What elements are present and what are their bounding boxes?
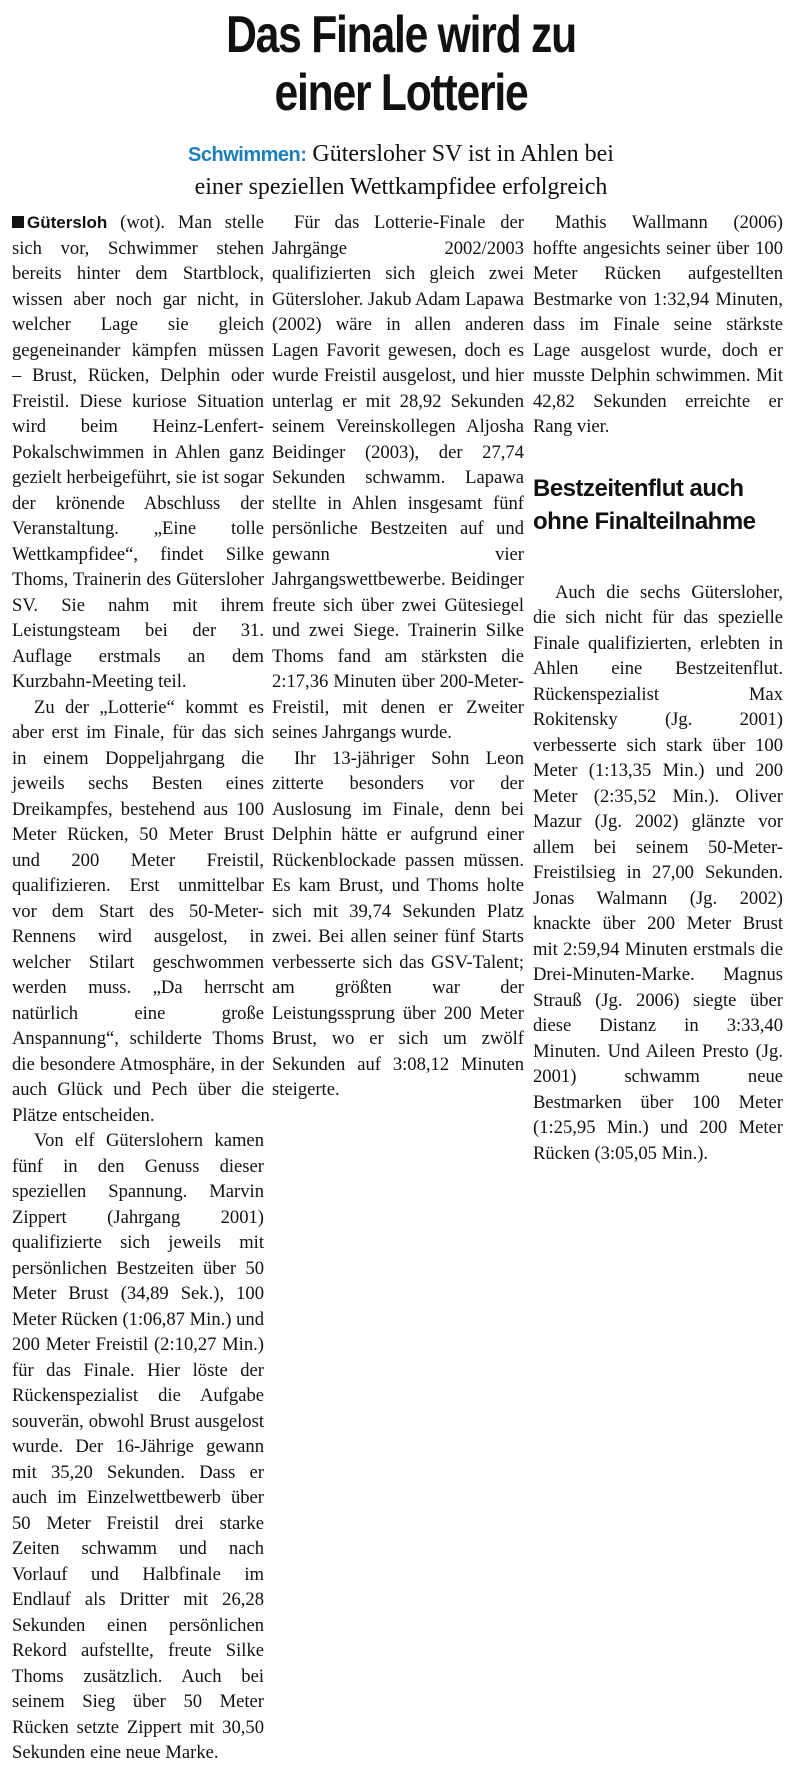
paragraph-6: Mathis Wallmann (2006) hoffte angesichts seiner über 100 Meter Rücken aufgestellten Bestmarke von 1:32,94 Minuten, dass im Finale seine stärkste Lage ausgelost wurde, doch er musste Delphin schwimmen. Mit 42,82 Sekunden erreichte er Rang vier.	[533, 212, 783, 437]
paragraph-1-text: (wot). Man stelle sich vor, Schwimmer stehen bereits hinter dem Startblock, wissen aber noch gar nicht, in welcher Lage sie gleich gegeneinander kämpfen müssen – Brust, Rücken, Delphin oder Freistil. Diese kuriose Situation wird beim Heinz-Lenfert-Pokalschwimmen in Ahlen ganz gezielt herbeigeführt, sie ist sogar der krönende Abschluss der Veranstaltung. „Eine tolle Wettkampfidee“, findet Silke Thoms, Trainerin des Gütersloher SV. Sie nahm mit ihrem Leistungsteam bei der 31. Auflage erstmals an dem Kurzbahn-Meeting teil.	[12, 212, 264, 692]
subheading-line-1: Bestzeitenflut auch	[533, 474, 744, 502]
subheading-line-2: ohne Finalteilnahme	[533, 507, 756, 535]
paragraph-7: Auch die sechs Gütersloher, die sich nicht für das spezielle Finale qualifizierten, erlebten in Ahlen eine Bestzeitenflut. Rückenspezialist Max Rokitensky (Jg. 2001) verbesserte sich stark über 100 Meter (1:13,35 Min.) und 200 Meter (2:35,52 Min.). Oliver Mazur (Jg. 2002) glänzte vor allem bei seinem 50-Meter-Freistilsieg in 27,00 Sekunden. Jonas Walmann (Jg. 2002) knackte über 200 Meter Brust mit 2:59,94 Minuten erstmals die Drei-Minuten-Marke. Magnus Strauß (Jg. 2006) siegte über diese Distanz in 3:33,40 Minuten. Und Aileen Presto (Jg. 2001) schwamm neue Bestmarken über 100 Meter (1:25,95 Min.) und 200 Meter Rücken (3:05,05 Min.).	[533, 581, 783, 1164]
paragraph-2: Zu der „Lotterie“ kommt es aber erst im Finale, für das sich in einem Doppeljahrgang die jeweils sechs Besten eines Dreikampfes, bestehend aus 100 Meter Rücken, 50 Meter Brust und 200 Meter Freistil, qualifizieren. Erst unmittelbar vor dem Start des 50-Meter-Rennens wird ausgelost, in welcher Stilart geschwommen werden muss. „Da herrscht natürlich eine große Anspannung“, schilderte Thoms die besondere Atmosphäre, in der auch Glück und Pech über die Plätze entscheiden.	[12, 696, 264, 1126]
paragraph-3: Von elf Güterslohern kamen fünf in den Genuss dieser speziellen Spannung. Marvin Zippert (Jahrgang 2001) qualifizierte sich jeweils mit persönlichen Bestzeiten über 50 Meter Brust (34,89 Sek.), 100 Meter Rücken (1:06,87 Min.) und 200 Meter Freistil (2:10,27 Min.) für das Finale. Hier löste der Rückenspezialist die Aufgabe souverän, obwohl Brust ausgelost wurde. Der 16-Jährige gewann mit 35,20 Sekunden. Dass er auch im Einzelwettbewerb über 50 Meter Freistil drei starke Zeiten schwamm und nach Vorlauf und Halbfinale im Endlauf als Dritter mit 26,28 Sekunden einen persönlichen Rekord aufstellte, freute Silke Thoms zusätzlich. Auch bei seinem Sieg über 50 Meter Rücken setzte Zippert mit 30,50 Sekunden eine neue Marke.	[12, 1130, 265, 1763]
subtitle-line-2: einer speziellen Wettkampfidee erfolgreich	[194, 174, 608, 200]
dateline: Gütersloh	[27, 213, 108, 232]
column-2	[272, 210, 524, 1103]
subtitle-line-1: Gütersloher SV ist in Ahlen bei	[312, 141, 614, 167]
paragraph-4: Für das Lotterie-Finale der Jahrgänge 2002/2003 qualifizierten sich gleich zwei Gütersloher. Jakub Adam Lapawa (2002) wäre in allen anderen Lagen Favorit gewesen, doch es wurde Freistil ausgelost, und hier unterlag er mit 28,92 Sekunden seinem Vereinskollegen Aljosha Beidinger (2003), der 27,74 Sekunden schwamm. Lapawa stellte in Ahlen insgesamt fünf persönliche Bestzeiten auf und gewann vier Jahrgangswettbewerbe. Beidinger freute sich über zwei Gütesiegel und zwei Siege. Trainerin Silke Thoms fand am stärksten die 2:17,36 Minuten über 200-Meter-Freistil, mit denen er Zweiter seines Jahrgangs wurde.	[272, 212, 524, 743]
subtitle	[0, 138, 802, 203]
headline-line-1: Das Finale wird zu	[226, 6, 576, 64]
column-3	[533, 210, 783, 1166]
headline	[72, 6, 730, 122]
subheading	[533, 472, 783, 538]
kicker: Schwimmen:	[188, 144, 307, 166]
paragraph-5: Ihr 13-jähriger Sohn Leon zitterte besonders vor der Auslosung im Finale, denn bei Delphin hätte er aufgrund einer Rückenblockade passen müssen. Es kam Brust, und Thoms holte sich mit 39,74 Sekunden Platz zwei. Bei allen seiner fünf Starts verbesserte sich das GSV-Talent; am größten war der Leistungssprung über 200 Meter Brust, wo er sich um zwölf Sekunden auf 3:08,12 Minuten steigerte.	[272, 747, 524, 1100]
square-bullet-icon	[12, 216, 24, 228]
column-1	[12, 210, 264, 1766]
paragraph-1	[12, 210, 264, 695]
headline-line-2: einer Lotterie	[274, 64, 528, 122]
